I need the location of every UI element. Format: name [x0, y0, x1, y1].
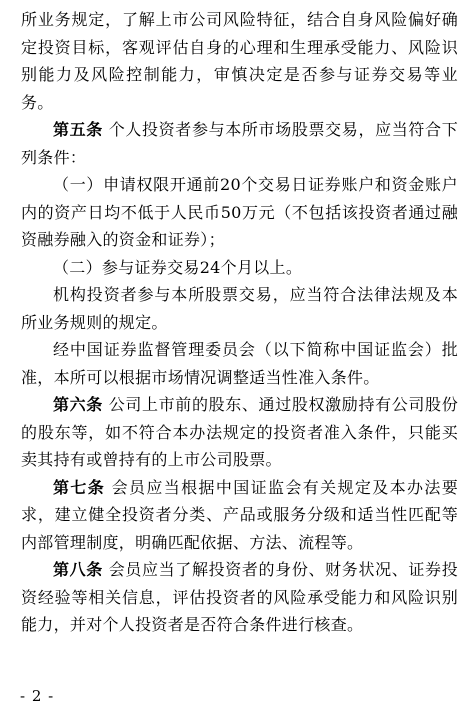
condition-2-paragraph: [21, 254, 458, 282]
article-5-paragraph: [21, 116, 458, 171]
paragraph-text: 个人投资者参与本所市场股票交易，应当符合下列条件：: [21, 120, 458, 167]
paragraph-text: 机构投资者参与本所股票交易，应当符合法律法规及本所业务规则的规定。: [21, 285, 458, 332]
condition-1-paragraph: [21, 171, 458, 254]
article-7-paragraph: [21, 474, 458, 557]
article-number: 第八条: [53, 560, 103, 579]
article-6-paragraph: [21, 391, 458, 474]
article-number: 第六条: [53, 395, 103, 414]
paragraph-text: （二）参与证券交易24个月以上。: [53, 257, 303, 277]
page-number: - 2 -: [20, 687, 55, 705]
paragraph-continuation: [21, 6, 458, 116]
paragraph-text: 所业务规定，了解上市公司风险特征，结合自身风险偏好确定投资目标，客观评估自身的心理和生理承受能力、风险识别能力及风险控制能力，审慎决定是否参与证券交易等业务。: [21, 10, 458, 112]
document-body: [21, 6, 458, 639]
institutional-investor-paragraph: [21, 281, 458, 336]
paragraph-text: （一）申请权限开通前20个交易日证券账户和资金账户内的资产日均不低于人民币50万元（不包括该投资者通过融资融券融入的资金和证券）；: [21, 175, 458, 249]
article-8-paragraph: [21, 556, 458, 639]
article-number: 第五条: [53, 120, 103, 139]
article-number: 第七条: [53, 477, 106, 497]
paragraph-text: 会员应当了解投资者的身份、财务状况、证券投资经验等相关信息，评估投资者的风险承受能力和风险识别能力，并对个人投资者是否符合条件进行核查。: [21, 560, 458, 634]
paragraph-text: 公司上市前的股东、通过股权激励持有公司股份的股东等，如不符合本办法规定的投资者准入条件，只能买卖其持有或曾持有的上市公司股票。: [21, 395, 458, 469]
csrc-approval-paragraph: [21, 336, 458, 391]
paragraph-text: 经中国证券监督管理委员会（以下简称中国证监会）批准，本所可以根据市场情况调整适当性准入条件。: [21, 340, 458, 387]
paragraph-text: 会员应当根据中国证监会有关规定及本办法要求，建立健全投资者分类、产品或服务分级和适当性匹配等内部管理制度，明确匹配依据、方法、流程等。: [21, 477, 458, 552]
